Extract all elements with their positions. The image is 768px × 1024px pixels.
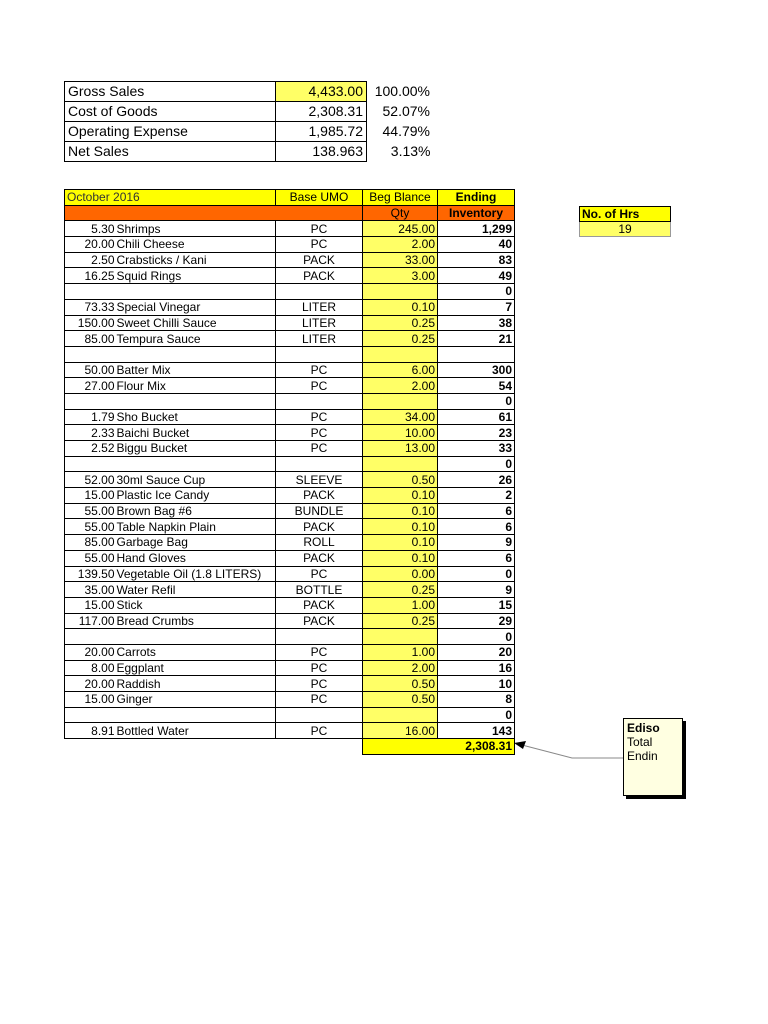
item-price[interactable]: 55.00 (65, 519, 116, 535)
item-ending-inventory[interactable]: 54 (438, 378, 515, 394)
item-name[interactable]: Plastic Ice Candy (116, 488, 276, 504)
item-name[interactable]: Batter Mix (116, 362, 276, 378)
item-unit[interactable]: PC (276, 692, 363, 708)
item-name[interactable]: Flour Mix (116, 378, 276, 394)
item-name[interactable]: Ginger (116, 692, 276, 708)
ending-inventory-total[interactable]: 2,308.31 (363, 739, 515, 755)
item-unit[interactable]: PACK (276, 550, 363, 566)
item-name[interactable]: Stick (116, 597, 276, 613)
col-beg-header[interactable]: Beg Blance (363, 190, 438, 206)
item-unit[interactable]: PACK (276, 252, 363, 268)
item-beg-qty[interactable]: 0.10 (363, 535, 438, 551)
summary-label[interactable]: Operating Expense (65, 122, 276, 142)
item-beg-qty[interactable]: 6.00 (363, 362, 438, 378)
item-name[interactable]: Brown Bag #6 (116, 503, 276, 519)
item-ending-inventory[interactable]: 23 (438, 425, 515, 441)
item-ending-inventory[interactable]: 9 (438, 535, 515, 551)
col-end-header[interactable]: Ending (438, 190, 515, 206)
item-name[interactable]: Chili Cheese (116, 237, 276, 253)
item-price[interactable]: 20.00 (65, 676, 116, 692)
summary-value[interactable]: 1,985.72 (276, 122, 367, 142)
item-price[interactable]: 8.00 (65, 660, 116, 676)
item-price[interactable]: 117.00 (65, 613, 116, 629)
item-unit[interactable]: BUNDLE (276, 503, 363, 519)
item-ending-inventory[interactable]: 21 (438, 331, 515, 347)
item-price[interactable]: 85.00 (65, 331, 116, 347)
item-ending-inventory[interactable]: 1,299 (438, 221, 515, 237)
item-ending-inventory[interactable]: 0 (438, 707, 515, 723)
item-beg-qty[interactable]: 0.10 (363, 550, 438, 566)
item-unit[interactable]: PC (276, 378, 363, 394)
item-unit[interactable]: BOTTLE (276, 582, 363, 598)
item-name[interactable]: Crabsticks / Kani (116, 252, 276, 268)
summary-label[interactable]: Gross Sales (65, 82, 276, 102)
item-price[interactable]: 139.50 (65, 566, 116, 582)
item-beg-qty[interactable]: 2.00 (363, 660, 438, 676)
item-beg-qty[interactable]: 0.10 (363, 519, 438, 535)
item-unit[interactable]: PC (276, 441, 363, 457)
item-price[interactable]: 55.00 (65, 503, 116, 519)
item-price[interactable]: 50.00 (65, 362, 116, 378)
comment-line: Total (627, 735, 653, 749)
item-name[interactable]: Sweet Chilli Sauce (116, 315, 276, 331)
item-ending-inventory[interactable]: 0 (438, 284, 515, 300)
item-unit[interactable]: PC (276, 237, 363, 253)
item-name[interactable]: Bottled Water (116, 723, 276, 739)
item-ending-inventory[interactable]: 9 (438, 582, 515, 598)
item-price[interactable]: 35.00 (65, 582, 116, 598)
item-unit[interactable]: SLEEVE (276, 472, 363, 488)
item-unit[interactable]: PACK (276, 519, 363, 535)
item-ending-inventory[interactable]: 49 (438, 268, 515, 284)
hours-value[interactable]: 19 (580, 222, 671, 237)
item-ending-inventory[interactable]: 0 (438, 629, 515, 645)
item-beg-qty[interactable]: 13.00 (363, 441, 438, 457)
item-beg-qty[interactable]: 1.00 (363, 644, 438, 660)
hours-label[interactable]: No. of Hrs (580, 207, 671, 222)
item-price[interactable]: 2.52 (65, 441, 116, 457)
item-unit[interactable]: LITER (276, 331, 363, 347)
item-beg-qty[interactable]: 0.10 (363, 503, 438, 519)
item-beg-qty[interactable]: 3.00 (363, 268, 438, 284)
item-price[interactable]: 2.50 (65, 252, 116, 268)
item-unit[interactable]: PC (276, 676, 363, 692)
item-beg-qty[interactable]: 34.00 (363, 409, 438, 425)
summary-percent[interactable]: 100.00% (374, 83, 430, 99)
item-name[interactable]: Tempura Sauce (116, 331, 276, 347)
item-name[interactable]: Vegetable Oil (1.8 LITERS) (116, 566, 276, 582)
item-unit[interactable]: PACK (276, 597, 363, 613)
item-name[interactable]: Baichi Bucket (116, 425, 276, 441)
item-ending-inventory[interactable]: 40 (438, 237, 515, 253)
item-unit[interactable]: PC (276, 409, 363, 425)
item-beg-qty[interactable]: 0.10 (363, 299, 438, 315)
item-unit[interactable]: PACK (276, 488, 363, 504)
item-beg-qty[interactable]: 245.00 (363, 221, 438, 237)
item-unit[interactable]: PACK (276, 613, 363, 629)
item-name[interactable]: Eggplant (116, 660, 276, 676)
item-ending-inventory[interactable]: 10 (438, 676, 515, 692)
item-price[interactable]: 85.00 (65, 535, 116, 551)
summary-label[interactable]: Net Sales (65, 142, 276, 162)
item-price[interactable]: 15.00 (65, 488, 116, 504)
item-beg-qty[interactable]: 0.50 (363, 676, 438, 692)
item-beg-qty[interactable]: 0.25 (363, 613, 438, 629)
item-beg-qty[interactable]: 0.10 (363, 488, 438, 504)
item-ending-inventory[interactable]: 6 (438, 550, 515, 566)
item-ending-inventory[interactable]: 20 (438, 644, 515, 660)
item-ending-inventory[interactable]: 29 (438, 613, 515, 629)
item-unit[interactable]: PC (276, 362, 363, 378)
item-ending-inventory[interactable]: 143 (438, 723, 515, 739)
item-beg-qty[interactable]: 0.25 (363, 331, 438, 347)
summary-percent[interactable]: 44.79% (382, 123, 430, 139)
item-ending-inventory[interactable]: 38 (438, 315, 515, 331)
col-unit-header[interactable]: Base UMO (276, 190, 363, 206)
item-name[interactable]: Squid Rings (116, 268, 276, 284)
item-beg-qty[interactable]: 2.00 (363, 237, 438, 253)
item-price[interactable]: 2.33 (65, 425, 116, 441)
item-unit[interactable]: LITER (276, 315, 363, 331)
month-label[interactable]: October 2016 (65, 190, 276, 206)
item-ending-inventory[interactable]: 6 (438, 503, 515, 519)
item-beg-qty[interactable]: 0.50 (363, 472, 438, 488)
item-name[interactable]: Hand Gloves (116, 550, 276, 566)
item-price[interactable]: 8.91 (65, 723, 116, 739)
item-ending-inventory[interactable]: 61 (438, 409, 515, 425)
summary-percent[interactable]: 52.07% (382, 103, 430, 119)
item-name[interactable]: 30ml Sauce Cup (116, 472, 276, 488)
item-price[interactable]: 27.00 (65, 378, 116, 394)
item-ending-inventory[interactable]: 33 (438, 441, 515, 457)
item-unit[interactable]: LITER (276, 299, 363, 315)
item-price[interactable]: 16.25 (65, 268, 116, 284)
item-price[interactable]: 20.00 (65, 237, 116, 253)
item-name[interactable]: Table Napkin Plain (116, 519, 276, 535)
col-inventory-header[interactable]: Inventory (438, 205, 515, 221)
item-unit[interactable]: PC (276, 660, 363, 676)
item-ending-inventory[interactable]: 16 (438, 660, 515, 676)
item-name[interactable]: Garbage Bag (116, 535, 276, 551)
item-price[interactable]: 73.33 (65, 299, 116, 315)
item-ending-inventory[interactable]: 7 (438, 299, 515, 315)
item-unit[interactable]: PC (276, 723, 363, 739)
summary-value[interactable]: 4,433.00 (276, 82, 367, 102)
item-name[interactable]: Water Refil (116, 582, 276, 598)
comment-line: Endin (627, 749, 658, 763)
item-beg-qty[interactable]: 0.50 (363, 692, 438, 708)
item-beg-qty[interactable]: 33.00 (363, 252, 438, 268)
item-ending-inventory[interactable]: 83 (438, 252, 515, 268)
item-beg-qty[interactable]: 0.25 (363, 582, 438, 598)
summary-value[interactable]: 138.963 (276, 142, 367, 162)
item-price[interactable]: 5.30 (65, 221, 116, 237)
item-unit[interactable]: PC (276, 644, 363, 660)
item-price[interactable]: 55.00 (65, 550, 116, 566)
item-price[interactable]: 15.00 (65, 692, 116, 708)
item-beg-qty[interactable]: 2.00 (363, 378, 438, 394)
item-unit[interactable]: PACK (276, 268, 363, 284)
item-ending-inventory[interactable]: 6 (438, 519, 515, 535)
item-unit[interactable]: PC (276, 221, 363, 237)
item-name[interactable]: Shrimps (116, 221, 276, 237)
col-qty-header[interactable]: Qty (363, 205, 438, 221)
item-beg-qty[interactable]: 0.00 (363, 566, 438, 582)
item-ending-inventory[interactable]: 0 (438, 456, 515, 472)
item-ending-inventory[interactable]: 15 (438, 597, 515, 613)
item-ending-inventory[interactable]: 0 (438, 566, 515, 582)
summary-label[interactable]: Cost of Goods (65, 102, 276, 122)
item-beg-qty[interactable]: 16.00 (363, 723, 438, 739)
item-unit[interactable]: ROLL (276, 535, 363, 551)
item-ending-inventory[interactable]: 0 (438, 393, 515, 409)
item-price[interactable]: 52.00 (65, 472, 116, 488)
item-name[interactable]: Sho Bucket (116, 409, 276, 425)
item-ending-inventory[interactable]: 2 (438, 488, 515, 504)
item-name[interactable]: Carrots (116, 644, 276, 660)
summary-percent[interactable]: 3.13% (390, 143, 431, 159)
item-price[interactable]: 15.00 (65, 597, 116, 613)
item-name[interactable]: Bread Crumbs (116, 613, 276, 629)
cell-comment[interactable] (623, 718, 683, 796)
item-ending-inventory[interactable]: 300 (438, 362, 515, 378)
item-beg-qty[interactable]: 0.25 (363, 315, 438, 331)
item-name[interactable]: Special Vinegar (116, 299, 276, 315)
item-price[interactable]: 1.79 (65, 409, 116, 425)
item-beg-qty[interactable]: 1.00 (363, 597, 438, 613)
comment-author: Ediso (627, 721, 660, 735)
item-ending-inventory[interactable]: 26 (438, 472, 515, 488)
item-beg-qty[interactable]: 10.00 (363, 425, 438, 441)
item-unit[interactable]: PC (276, 425, 363, 441)
item-ending-inventory[interactable]: 8 (438, 692, 515, 708)
summary-value[interactable]: 2,308.31 (276, 102, 367, 122)
item-unit[interactable]: PC (276, 566, 363, 582)
item-name[interactable]: Biggu Bucket (116, 441, 276, 457)
item-price[interactable]: 20.00 (65, 644, 116, 660)
item-price[interactable]: 150.00 (65, 315, 116, 331)
item-name[interactable]: Raddish (116, 676, 276, 692)
